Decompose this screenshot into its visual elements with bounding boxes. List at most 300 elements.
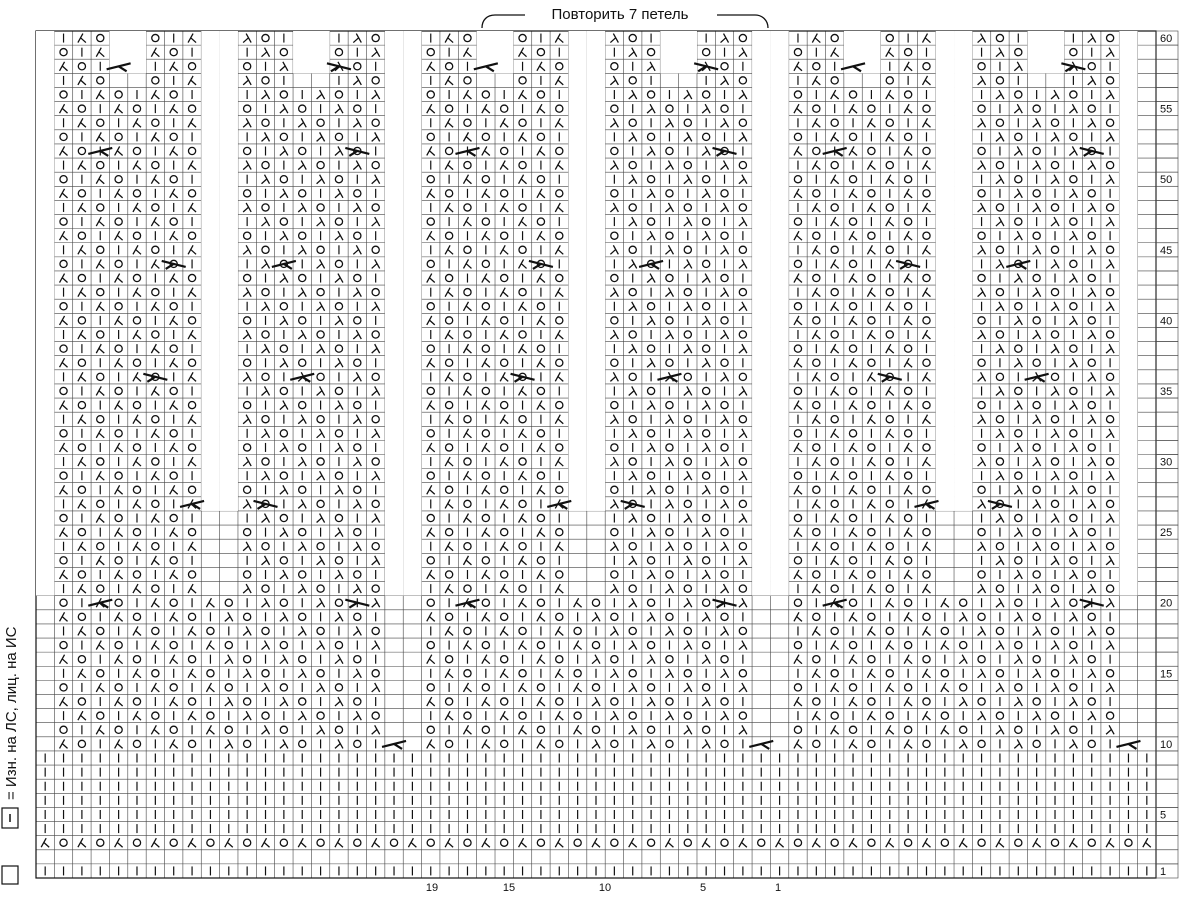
decrease-symbol [629, 598, 637, 607]
decrease-symbol [684, 302, 692, 311]
decrease-symbol [996, 175, 1004, 184]
yarn-over-symbol [152, 34, 159, 41]
yarn-over-symbol [794, 303, 801, 310]
yarn-over-symbol [831, 627, 838, 634]
decrease-symbol [1106, 217, 1114, 226]
row-number-cell [1156, 822, 1178, 836]
yarn-over-symbol [152, 416, 159, 423]
yarn-over-symbol [886, 712, 893, 719]
decrease-symbol [904, 231, 912, 240]
decrease-symbol [115, 570, 123, 579]
decrease-symbol [188, 34, 196, 43]
row-number-cell [1156, 610, 1178, 624]
decrease-symbol [1088, 372, 1096, 381]
yarn-over-symbol [923, 529, 930, 536]
yarn-over-symbol [978, 740, 985, 747]
yarn-over-symbol [427, 303, 434, 310]
decrease-symbol [537, 189, 545, 198]
decrease-symbol [427, 570, 435, 579]
decrease-symbol [298, 161, 306, 170]
decrease-symbol [500, 203, 508, 212]
decrease-symbol [482, 316, 490, 325]
decrease-symbol [372, 217, 380, 226]
decrease-symbol [115, 528, 123, 537]
yarn-over-symbol [244, 274, 251, 281]
decrease-symbol [867, 457, 875, 466]
decrease-symbol [721, 415, 729, 424]
decrease-symbol [647, 443, 655, 452]
decrease-symbol [886, 471, 894, 480]
yarn-over-symbol [97, 543, 104, 550]
yarn-over-symbol [115, 726, 122, 733]
decrease-symbol [151, 132, 159, 141]
decrease-symbol [317, 641, 325, 650]
decrease-symbol [904, 570, 912, 579]
yarn-over-symbol [1033, 486, 1040, 493]
decrease-symbol [151, 514, 159, 523]
row-number-cell [1156, 624, 1178, 638]
decrease-symbol [610, 372, 618, 381]
decrease-symbol [372, 90, 380, 99]
decrease-symbol [445, 838, 453, 847]
decrease-symbol [243, 457, 251, 466]
yarn-over-symbol [427, 430, 434, 437]
decrease-symbol [298, 838, 306, 847]
decrease-symbol [1088, 34, 1096, 43]
decrease-symbol [519, 302, 527, 311]
repeat-label: Повторить 7 петель [551, 6, 689, 23]
row-number-cell [1156, 59, 1178, 73]
decrease-symbol [78, 203, 86, 212]
decrease-symbol [721, 118, 729, 127]
decrease-symbol [831, 725, 839, 734]
decrease-symbol [537, 739, 545, 748]
decrease-symbol [665, 542, 673, 551]
decrease-symbol [463, 725, 471, 734]
decrease-symbol [1106, 641, 1114, 650]
row-number: 35 [1160, 385, 1173, 398]
decrease-symbol [831, 641, 839, 650]
decrease-symbol [188, 161, 196, 170]
yarn-over-symbol [170, 599, 177, 606]
decrease-symbol [1051, 471, 1059, 480]
yarn-over-symbol [849, 557, 856, 564]
legend [2, 626, 20, 884]
decrease-symbol [1051, 641, 1059, 650]
decrease-symbol [831, 344, 839, 353]
yarn-over-symbol [482, 387, 489, 394]
yarn-over-symbol [97, 458, 104, 465]
yarn-over-symbol [519, 416, 526, 423]
yarn-over-symbol [923, 613, 930, 620]
decrease-symbol [684, 429, 692, 438]
decrease-symbol [794, 104, 802, 113]
empty-area [660, 31, 697, 73]
decrease-symbol [629, 217, 637, 226]
decrease-symbol [1014, 358, 1022, 367]
decrease-symbol [151, 471, 159, 480]
yarn-over-symbol [996, 34, 1003, 41]
decrease-symbol [445, 457, 453, 466]
decrease-symbol [978, 245, 986, 254]
decrease-symbol [115, 231, 123, 240]
yarn-over-symbol [280, 514, 287, 521]
decrease-symbol [353, 542, 361, 551]
decrease-symbol [78, 372, 86, 381]
decrease-symbol [537, 697, 545, 706]
decrease-symbol [170, 231, 178, 240]
empty-area [568, 31, 586, 511]
yarn-over-symbol [427, 684, 434, 691]
yarn-over-symbol [501, 486, 508, 493]
decrease-symbol [702, 570, 710, 579]
yarn-over-symbol [519, 458, 526, 465]
yarn-over-symbol [501, 232, 508, 239]
decrease-symbol [463, 556, 471, 565]
yarn-over-symbol [60, 303, 67, 310]
decrease-symbol [335, 358, 343, 367]
yarn-over-symbol [1125, 839, 1132, 846]
decrease-symbol [519, 598, 527, 607]
yarn-over-symbol [556, 571, 563, 578]
decrease-symbol [482, 612, 490, 621]
yarn-over-symbol [317, 416, 324, 423]
decrease-symbol [519, 725, 527, 734]
decrease-symbol [519, 217, 527, 226]
decrease-symbol [867, 542, 875, 551]
yarn-over-symbol [78, 529, 85, 536]
yarn-over-symbol [739, 119, 746, 126]
yarn-over-symbol [647, 345, 654, 352]
decrease-symbol [886, 217, 894, 226]
yarn-over-symbol [868, 401, 875, 408]
decrease-symbol [739, 514, 747, 523]
yarn-over-symbol [317, 500, 324, 507]
yarn-over-symbol [519, 627, 526, 634]
decrease-symbol [886, 344, 894, 353]
yarn-over-symbol [464, 458, 471, 465]
decrease-symbol [1106, 175, 1114, 184]
yarn-over-symbol [813, 401, 820, 408]
yarn-over-symbol [647, 514, 654, 521]
decrease-symbol [1051, 259, 1059, 268]
yarn-over-symbol [978, 232, 985, 239]
yarn-over-symbol [372, 34, 379, 41]
yarn-over-symbol [831, 34, 838, 41]
decrease-symbol [904, 443, 912, 452]
decrease-symbol [1014, 401, 1022, 410]
yarn-over-symbol [1051, 458, 1058, 465]
decrease-symbol [1014, 146, 1022, 155]
yarn-over-symbol [905, 387, 912, 394]
decrease-symbol [1014, 443, 1022, 452]
decrease-symbol [867, 372, 875, 381]
yarn-over-symbol [501, 359, 508, 366]
decrease-symbol [647, 146, 655, 155]
yarn-over-symbol [868, 529, 875, 536]
yarn-over-symbol [1106, 585, 1113, 592]
decrease-symbol [335, 146, 343, 155]
row-number-cell [1156, 440, 1178, 454]
yarn-over-symbol [978, 105, 985, 112]
decrease-symbol [372, 641, 380, 650]
yarn-over-symbol [317, 331, 324, 338]
yarn-over-symbol [611, 359, 618, 366]
decrease-symbol [262, 598, 270, 607]
decrease-symbol [519, 514, 527, 523]
empty-area [201, 31, 219, 511]
row-number: 50 [1160, 174, 1173, 187]
decrease-symbol [555, 245, 563, 254]
yarn-over-symbol [831, 458, 838, 465]
yarn-over-symbol [1106, 204, 1113, 211]
decrease-symbol [427, 697, 435, 706]
yarn-over-symbol [317, 119, 324, 126]
decrease-symbol [904, 528, 912, 537]
decrease-symbol [335, 612, 343, 621]
yarn-over-symbol [280, 49, 287, 56]
decrease-symbol [1106, 344, 1114, 353]
decrease-symbol [812, 584, 820, 593]
yarn-over-symbol [372, 627, 379, 634]
yarn-over-symbol [280, 91, 287, 98]
yarn-over-symbol [794, 91, 801, 98]
yarn-over-symbol [1015, 430, 1022, 437]
decrease-symbol [280, 146, 288, 155]
yarn-over-symbol [1051, 416, 1058, 423]
decrease-symbol [629, 302, 637, 311]
decrease-symbol [537, 570, 545, 579]
decrease-symbol [151, 259, 159, 268]
yarn-over-symbol [1088, 571, 1095, 578]
yarn-over-symbol [923, 232, 930, 239]
yarn-over-symbol [115, 641, 122, 648]
decrease-symbol [812, 457, 820, 466]
yarn-over-symbol [464, 712, 471, 719]
yarn-over-symbol [831, 373, 838, 380]
decrease-symbol [280, 655, 288, 664]
yarn-over-symbol [1088, 740, 1095, 747]
yarn-over-symbol [868, 190, 875, 197]
yarn-over-symbol [1033, 529, 1040, 536]
decrease-symbol [978, 415, 986, 424]
decrease-symbol [1033, 457, 1041, 466]
decrease-symbol [78, 669, 86, 678]
yarn-over-symbol [794, 260, 801, 267]
decrease-symbol [702, 612, 710, 621]
yarn-over-symbol [703, 303, 710, 310]
yarn-over-symbol [721, 613, 728, 620]
yarn-over-symbol [1070, 726, 1077, 733]
decrease-symbol [262, 90, 270, 99]
decrease-symbol [280, 189, 288, 198]
row-number-cell [1156, 356, 1178, 370]
row-number-cell [1156, 638, 1178, 652]
row-number-cell [1156, 539, 1178, 553]
yarn-over-symbol [446, 401, 453, 408]
yarn-over-symbol [501, 274, 508, 281]
yarn-over-symbol [354, 486, 361, 493]
yarn-over-symbol [684, 839, 691, 846]
yarn-over-symbol [427, 472, 434, 479]
decrease-symbol [555, 203, 563, 212]
yarn-over-symbol [170, 430, 177, 437]
decrease-symbol [647, 401, 655, 410]
yarn-over-symbol [280, 472, 287, 479]
yarn-over-symbol [978, 444, 985, 451]
row-number-cell [1156, 779, 1178, 793]
yarn-over-symbol [482, 430, 489, 437]
decrease-symbol [831, 48, 839, 57]
yarn-over-symbol [501, 190, 508, 197]
yarn-over-symbol [97, 331, 104, 338]
decrease-symbol [262, 514, 270, 523]
decrease-symbol [610, 34, 618, 43]
decrease-symbol [500, 584, 508, 593]
yarn-over-symbol [1033, 147, 1040, 154]
yarn-over-symbol [923, 698, 930, 705]
yarn-over-symbol [868, 317, 875, 324]
decrease-symbol [1014, 104, 1022, 113]
decrease-symbol [298, 118, 306, 127]
yarn-over-symbol [684, 289, 691, 296]
decrease-symbol [665, 118, 673, 127]
decrease-symbol [959, 739, 967, 748]
decrease-symbol [831, 429, 839, 438]
decrease-symbol [849, 570, 857, 579]
decrease-symbol [831, 683, 839, 692]
decrease-symbol [849, 612, 857, 621]
decrease-symbol [500, 669, 508, 678]
yarn-over-symbol [299, 105, 306, 112]
decrease-symbol [665, 584, 673, 593]
yarn-over-symbol [831, 289, 838, 296]
yarn-over-symbol [262, 331, 269, 338]
yarn-over-symbol [244, 359, 251, 366]
yarn-over-symbol [97, 162, 104, 169]
decrease-symbol [978, 372, 986, 381]
yarn-over-symbol [78, 571, 85, 578]
decrease-symbol [831, 471, 839, 480]
yarn-over-symbol [923, 317, 930, 324]
decrease-symbol [1051, 429, 1059, 438]
yarn-over-symbol [794, 430, 801, 437]
decrease-symbol [904, 316, 912, 325]
yarn-over-symbol [849, 345, 856, 352]
row-number-cell [1156, 342, 1178, 356]
yarn-over-symbol [592, 684, 599, 691]
decrease-symbol [372, 302, 380, 311]
yarn-over-symbol [1070, 599, 1077, 606]
decrease-symbol [188, 584, 196, 593]
yarn-over-symbol [152, 204, 159, 211]
yarn-over-symbol [244, 147, 251, 154]
yarn-over-symbol [1051, 712, 1058, 719]
yarn-over-symbol [739, 34, 746, 41]
decrease-symbol [519, 556, 527, 565]
decrease-symbol [170, 655, 178, 664]
yarn-over-symbol [519, 543, 526, 550]
yarn-over-symbol [868, 613, 875, 620]
yarn-over-symbol [886, 670, 893, 677]
decrease-symbol [317, 217, 325, 226]
yarn-over-symbol [831, 712, 838, 719]
decrease-symbol [151, 344, 159, 353]
yarn-over-symbol [280, 133, 287, 140]
yarn-over-symbol [647, 430, 654, 437]
yarn-over-symbol [666, 105, 673, 112]
yarn-over-symbol [482, 472, 489, 479]
decrease-symbol [60, 612, 68, 621]
yarn-over-symbol [446, 656, 453, 663]
legend-empty-box [2, 866, 18, 884]
decrease-symbol [335, 189, 343, 198]
decrease-symbol [445, 542, 453, 551]
decrease-symbol [684, 217, 692, 226]
yarn-over-symbol [556, 147, 563, 154]
decrease-symbol [78, 838, 86, 847]
row-number-cell [1156, 73, 1178, 87]
decrease-symbol [427, 189, 435, 198]
decrease-symbol [1106, 598, 1114, 607]
repeat-bracket [482, 6, 768, 28]
yarn-over-symbol [905, 684, 912, 691]
decrease-symbol [904, 274, 912, 283]
yarn-over-symbol [1070, 430, 1077, 437]
decrease-symbol [831, 386, 839, 395]
decrease-symbol [170, 443, 178, 452]
decrease-symbol [500, 415, 508, 424]
yarn-over-symbol [611, 232, 618, 239]
row-number-cell [1156, 793, 1178, 807]
decrease-symbol [1106, 429, 1114, 438]
yarn-over-symbol [721, 105, 728, 112]
decrease-symbol [463, 175, 471, 184]
yarn-over-symbol [629, 204, 636, 211]
decrease-symbol [1088, 76, 1096, 85]
decrease-symbol [996, 598, 1004, 607]
decrease-symbol [978, 288, 986, 297]
yarn-over-symbol [372, 543, 379, 550]
yarn-over-symbol [280, 430, 287, 437]
yarn-over-symbol [1070, 684, 1077, 691]
decrease-symbol [794, 697, 802, 706]
decrease-symbol [610, 669, 618, 678]
decrease-symbol [151, 90, 159, 99]
yarn-over-symbol [1106, 162, 1113, 169]
yarn-over-symbol [978, 63, 985, 70]
decrease-symbol [335, 401, 343, 410]
yarn-over-symbol [794, 641, 801, 648]
decrease-symbol [463, 90, 471, 99]
empty-area [293, 31, 330, 73]
yarn-over-symbol [427, 176, 434, 183]
decrease-symbol [463, 259, 471, 268]
decrease-symbol [794, 146, 802, 155]
decrease-symbol [225, 739, 233, 748]
decrease-symbol [353, 288, 361, 297]
yarn-over-symbol [1033, 317, 1040, 324]
decrease-symbol [1014, 697, 1022, 706]
decrease-symbol [812, 838, 820, 847]
yarn-over-symbol [482, 726, 489, 733]
decrease-symbol [298, 415, 306, 424]
decrease-symbol [555, 330, 563, 339]
decrease-symbol [188, 203, 196, 212]
yarn-over-symbol [1088, 317, 1095, 324]
decrease-symbol [133, 415, 141, 424]
decrease-symbol [665, 330, 673, 339]
